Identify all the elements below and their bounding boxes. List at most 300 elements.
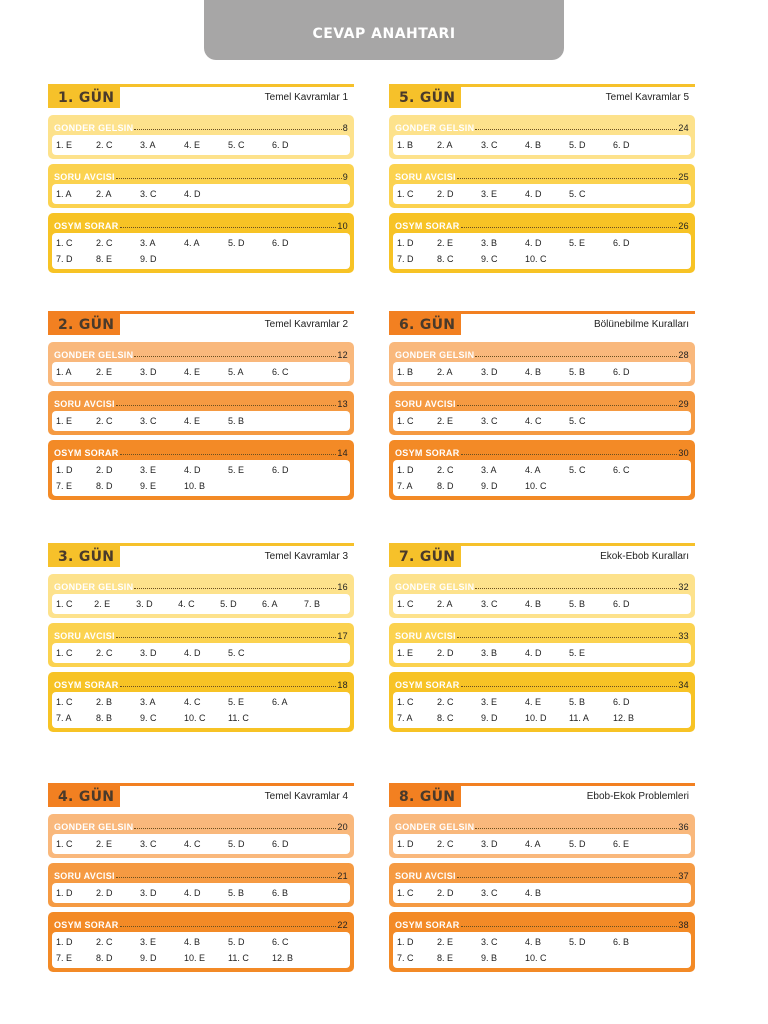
answer-item: 3. A: [140, 697, 156, 707]
answer-item: 8. B: [96, 713, 113, 723]
day-label: 2. GÜN: [48, 314, 120, 335]
leader-dots: [461, 227, 678, 228]
answer-item: 1. C: [56, 238, 73, 248]
answer-item: 2. A: [437, 140, 453, 150]
answers-box: [393, 135, 691, 155]
answers-box: [52, 834, 350, 854]
day-label: 8. GÜN: [389, 786, 461, 807]
answer-item: 4. E: [525, 697, 542, 707]
answer-item: 3. C: [140, 416, 157, 426]
answer-item: 6. D: [613, 599, 630, 609]
answer-section: [48, 115, 354, 159]
leader-dots: [120, 926, 337, 927]
leader-dots: [461, 686, 678, 687]
leader-dots: [134, 129, 341, 130]
answer-row: [56, 934, 346, 950]
section-title: [393, 866, 691, 881]
leader-dots: [475, 356, 677, 357]
answer-item: 2. D: [437, 888, 454, 898]
section-title: [52, 817, 350, 832]
leader-dots: [134, 588, 336, 589]
answer-item: 4. A: [525, 839, 541, 849]
answer-item: 4. D: [184, 888, 201, 898]
day-header: [389, 84, 695, 110]
answer-row: [397, 364, 687, 380]
answers-box: [52, 932, 350, 968]
answers-box: [393, 362, 691, 382]
answer-item: 7. D: [397, 254, 414, 264]
page-number: 16: [337, 582, 348, 592]
section-title: [52, 866, 350, 881]
answer-row: [397, 413, 687, 429]
answer-item: 2. E: [94, 599, 111, 609]
answer-item: 2. C: [437, 839, 454, 849]
answer-item: 2. A: [96, 189, 112, 199]
answer-item: 1. C: [56, 697, 73, 707]
answer-item: 2. C: [96, 648, 113, 658]
section-title: [393, 577, 691, 592]
day-card: [389, 543, 695, 732]
answer-item: 2. E: [96, 839, 113, 849]
answer-section: [389, 912, 695, 972]
page-number: 18: [337, 680, 348, 690]
section-title: [393, 118, 691, 133]
section-name: OSYM SORAR: [395, 680, 460, 690]
answer-item: 8. D: [437, 481, 454, 491]
answer-item: 4. D: [525, 648, 542, 658]
answer-item: 5. D: [228, 839, 245, 849]
answer-section: [389, 213, 695, 273]
leader-dots: [116, 637, 337, 638]
answer-item: 9. E: [140, 481, 157, 491]
answer-row: [56, 710, 346, 726]
leader-dots: [116, 405, 337, 406]
answers-box: [393, 834, 691, 854]
answer-item: 7. A: [397, 713, 413, 723]
answer-item: 4. E: [184, 416, 201, 426]
page-number: 37: [678, 871, 689, 881]
answer-row: [56, 885, 346, 901]
page-title: CEVAP ANAHTARI: [312, 26, 456, 42]
leader-dots: [475, 588, 677, 589]
section-name: OSYM SORAR: [54, 920, 119, 930]
answer-row: [56, 137, 346, 153]
answer-row: [56, 186, 346, 202]
answer-item: 3. C: [140, 189, 157, 199]
answer-item: 5. B: [569, 599, 586, 609]
answer-item: 5. B: [569, 697, 586, 707]
answer-item: 3. A: [481, 465, 497, 475]
answer-item: 5. B: [228, 888, 245, 898]
answer-item: 9. D: [481, 713, 498, 723]
section-name: OSYM SORAR: [395, 920, 460, 930]
answer-item: 4. D: [525, 238, 542, 248]
answer-item: 6. B: [613, 937, 630, 947]
answer-item: 2. C: [96, 140, 113, 150]
day-header: [389, 543, 695, 569]
answer-item: 5. C: [228, 140, 245, 150]
answer-item: 4. B: [525, 599, 542, 609]
answer-item: 4. C: [184, 839, 201, 849]
section-name: SORU AVCISI: [395, 871, 456, 881]
answer-item: 6. D: [613, 238, 630, 248]
day-card: [389, 783, 695, 972]
answer-item: 3. D: [481, 367, 498, 377]
answer-section: [48, 342, 354, 386]
page-number: 21: [337, 871, 348, 881]
answer-item: 1. D: [56, 465, 73, 475]
answer-item: 9. D: [140, 953, 157, 963]
answer-item: 12. B: [613, 713, 635, 723]
answer-item: 1. E: [56, 416, 73, 426]
leader-dots: [457, 178, 678, 179]
section-name: OSYM SORAR: [54, 680, 119, 690]
answer-row: [397, 462, 687, 478]
page-number: 13: [337, 399, 348, 409]
day-card: [48, 543, 354, 732]
answer-item: 1. B: [397, 140, 414, 150]
answer-item: 2. C: [437, 697, 454, 707]
section-title: [393, 167, 691, 182]
answer-item: 9. D: [140, 254, 157, 264]
day-header: [48, 311, 354, 337]
answer-row: [56, 596, 346, 612]
answer-item: 6. B: [272, 888, 289, 898]
answer-item: 2. D: [96, 465, 113, 475]
page-number: 29: [678, 399, 689, 409]
answer-row: [397, 186, 687, 202]
answer-item: 1. D: [397, 238, 414, 248]
answer-row: [397, 694, 687, 710]
page-number: 22: [337, 920, 348, 930]
section-name: OSYM SORAR: [54, 221, 119, 231]
page-number: 12: [337, 350, 348, 360]
answers-box: [52, 643, 350, 663]
answer-item: 3. C: [481, 937, 498, 947]
leader-dots: [120, 454, 337, 455]
day-card: [48, 783, 354, 972]
day-card: [389, 84, 695, 273]
section-title: [52, 675, 350, 690]
answers-box: [52, 411, 350, 431]
answer-item: 3. E: [481, 697, 498, 707]
section-name: SORU AVCISI: [395, 172, 456, 182]
answer-item: 2. B: [96, 697, 113, 707]
answer-item: 6. D: [272, 839, 289, 849]
answer-section: [48, 863, 354, 907]
answer-item: 4. E: [184, 140, 201, 150]
answers-box: [393, 932, 691, 968]
answer-section: [48, 672, 354, 732]
section-title: [52, 345, 350, 360]
answer-item: 5. E: [228, 697, 245, 707]
leader-dots: [134, 828, 336, 829]
day-topic: Ekok-Ebob Kuralları: [600, 551, 689, 562]
page-number: 36: [678, 822, 689, 832]
day-label: 4. GÜN: [48, 786, 120, 807]
section-name: GONDER GELSIN: [54, 582, 134, 592]
answers-box: [393, 594, 691, 614]
section-name: SORU AVCISI: [395, 631, 456, 641]
answer-item: 12. B: [272, 953, 294, 963]
day-header: [48, 783, 354, 809]
answer-item: 2. E: [437, 416, 454, 426]
answer-item: 1. C: [56, 599, 73, 609]
day-label: 5. GÜN: [389, 87, 461, 108]
answer-row: [56, 413, 346, 429]
answer-item: 4. B: [525, 140, 542, 150]
answer-item: 10. C: [525, 254, 547, 264]
page-number: 26: [678, 221, 689, 231]
answer-item: 3. C: [140, 839, 157, 849]
answer-item: 11. C: [228, 713, 249, 723]
answer-section: [389, 623, 695, 667]
answers-box: [52, 362, 350, 382]
day-label: 3. GÜN: [48, 546, 120, 567]
section-name: GONDER GELSIN: [395, 582, 475, 592]
answer-item: 5. A: [228, 367, 244, 377]
page-number: 25: [678, 172, 689, 182]
answer-item: 10. E: [184, 953, 206, 963]
answers-box: [393, 184, 691, 204]
answer-item: 2. A: [437, 367, 453, 377]
section-title: [393, 675, 691, 690]
answers-box: [393, 692, 691, 728]
answer-item: 2. C: [96, 416, 113, 426]
answer-item: 1. C: [397, 599, 414, 609]
answer-row: [56, 478, 346, 494]
answer-item: 3. A: [140, 238, 156, 248]
day-topic: Temel Kavramlar 4: [264, 791, 348, 802]
answers-box: [52, 135, 350, 155]
answer-item: 3. D: [481, 839, 498, 849]
answer-row: [397, 710, 687, 726]
answer-item: 5. C: [569, 416, 586, 426]
answer-item: 9. D: [481, 481, 498, 491]
answer-item: 8. C: [437, 254, 454, 264]
answer-item: 4. B: [525, 367, 542, 377]
day-label: 6. GÜN: [389, 314, 461, 335]
answer-item: 5. D: [228, 937, 245, 947]
page-number: 10: [337, 221, 348, 231]
section-title: [393, 345, 691, 360]
answer-item: 2. D: [437, 189, 454, 199]
answer-item: 6. D: [613, 140, 630, 150]
answer-item: 2. E: [437, 937, 454, 947]
section-name: SORU AVCISI: [54, 871, 115, 881]
section-name: GONDER GELSIN: [395, 123, 475, 133]
answer-item: 6. D: [613, 697, 630, 707]
section-title: [393, 443, 691, 458]
answers-box: [52, 692, 350, 728]
answer-item: 1. C: [397, 888, 414, 898]
answer-item: 7. A: [397, 481, 413, 491]
answer-section: [389, 814, 695, 858]
answer-item: 11. C: [228, 953, 249, 963]
answer-section: [389, 863, 695, 907]
page-number: 17: [337, 631, 348, 641]
section-title: [52, 443, 350, 458]
page-number: 14: [337, 448, 348, 458]
answer-item: 1. C: [397, 189, 414, 199]
answer-item: 3. B: [481, 648, 498, 658]
answer-item: 6. C: [272, 367, 289, 377]
day-topic: Temel Kavramlar 5: [605, 92, 689, 103]
leader-dots: [120, 227, 337, 228]
leader-dots: [116, 178, 342, 179]
answer-item: 2. C: [437, 465, 454, 475]
page-number: 30: [678, 448, 689, 458]
leader-dots: [461, 926, 678, 927]
answer-item: 5. D: [220, 599, 237, 609]
answer-item: 6. C: [272, 937, 289, 947]
answer-item: 4. C: [525, 416, 542, 426]
answer-item: 6. A: [272, 697, 288, 707]
answer-row: [397, 885, 687, 901]
section-name: GONDER GELSIN: [54, 123, 134, 133]
answer-item: 5. E: [569, 238, 586, 248]
answers-box: [393, 411, 691, 431]
page-number: 34: [678, 680, 689, 690]
leader-dots: [475, 129, 677, 130]
answer-section: [389, 342, 695, 386]
answer-section: [389, 164, 695, 208]
answers-box: [393, 883, 691, 903]
answer-item: 4. B: [525, 937, 542, 947]
answer-item: 6. D: [272, 465, 289, 475]
answer-item: 1. C: [397, 697, 414, 707]
answer-item: 4. D: [184, 189, 201, 199]
answer-item: 6. D: [272, 238, 289, 248]
answers-box: [52, 233, 350, 269]
answer-row: [56, 462, 346, 478]
answer-item: 3. C: [481, 599, 498, 609]
answer-item: 2. E: [96, 367, 113, 377]
page-number: 28: [678, 350, 689, 360]
answer-item: 4. B: [184, 937, 201, 947]
answer-item: 2. E: [437, 238, 454, 248]
day-header: [389, 783, 695, 809]
answer-item: 5. D: [228, 238, 245, 248]
answer-item: 1. D: [397, 839, 414, 849]
answer-item: 3. B: [481, 238, 498, 248]
section-title: [52, 167, 350, 182]
answer-item: 3. C: [481, 140, 498, 150]
answer-row: [397, 235, 687, 251]
answer-row: [397, 950, 687, 966]
answer-item: 4. C: [178, 599, 195, 609]
answer-item: 10. C: [184, 713, 206, 723]
section-title: [52, 118, 350, 133]
day-topic: Ebob-Ekok Problemleri: [586, 791, 689, 802]
day-label: 7. GÜN: [389, 546, 461, 567]
answer-item: 4. A: [525, 465, 541, 475]
page-number: 33: [678, 631, 689, 641]
answer-item: 5. D: [569, 839, 586, 849]
page-number: 32: [678, 582, 689, 592]
section-title: [52, 394, 350, 409]
leader-dots: [475, 828, 677, 829]
answer-item: 2. D: [437, 648, 454, 658]
answers-box: [52, 460, 350, 496]
answer-item: 4. D: [184, 648, 201, 658]
day-card: [48, 311, 354, 500]
answer-item: 1. B: [397, 367, 414, 377]
answer-item: 3. D: [136, 599, 153, 609]
answer-section: [389, 391, 695, 435]
answer-item: 1. D: [56, 888, 73, 898]
answer-item: 8. E: [96, 254, 113, 264]
answer-item: 1. A: [56, 189, 72, 199]
answers-box: [393, 460, 691, 496]
answer-item: 7. D: [56, 254, 73, 264]
answers-box: [393, 233, 691, 269]
answer-item: 5. D: [569, 937, 586, 947]
answer-item: 6. A: [262, 599, 278, 609]
answer-item: 4. E: [184, 367, 201, 377]
answer-row: [56, 645, 346, 661]
answer-row: [397, 478, 687, 494]
section-title: [393, 915, 691, 930]
section-name: GONDER GELSIN: [395, 350, 475, 360]
section-title: [52, 216, 350, 231]
answer-item: 4. D: [525, 189, 542, 199]
answer-item: 9. C: [481, 254, 498, 264]
answer-item: 1. D: [56, 937, 73, 947]
answer-item: 7. B: [304, 599, 321, 609]
answer-item: 5. E: [569, 648, 586, 658]
section-title: [393, 817, 691, 832]
answer-section: [48, 574, 354, 618]
page-number: 8: [342, 123, 348, 133]
answer-section: [48, 440, 354, 500]
section-name: GONDER GELSIN: [395, 822, 475, 832]
answer-item: 2. C: [96, 238, 113, 248]
section-name: SORU AVCISI: [54, 399, 115, 409]
answer-item: 5. C: [569, 189, 586, 199]
answer-item: 3. E: [140, 937, 157, 947]
section-name: GONDER GELSIN: [54, 822, 134, 832]
answer-item: 7. A: [56, 713, 72, 723]
day-header: [389, 311, 695, 337]
leader-dots: [457, 877, 678, 878]
section-name: SORU AVCISI: [54, 631, 115, 641]
header-tab: [204, 0, 564, 60]
answer-item: 10. C: [525, 481, 547, 491]
answer-item: 10. C: [525, 953, 547, 963]
answer-row: [56, 950, 346, 966]
leader-dots: [457, 637, 678, 638]
answer-section: [48, 391, 354, 435]
answers-box: [52, 883, 350, 903]
answers-box: [52, 594, 350, 614]
answer-item: 8. C: [437, 713, 454, 723]
day-topic: Temel Kavramlar 1: [264, 92, 348, 103]
leader-dots: [457, 405, 678, 406]
answer-section: [48, 213, 354, 273]
leader-dots: [116, 877, 337, 878]
page-number: 9: [342, 172, 348, 182]
answer-item: 6. D: [613, 367, 630, 377]
answer-item: 7. E: [56, 481, 73, 491]
answers-box: [393, 643, 691, 663]
answer-item: 3. D: [140, 367, 157, 377]
answer-item: 3. D: [140, 888, 157, 898]
answer-item: 6. E: [613, 839, 630, 849]
answer-item: 8. D: [96, 953, 113, 963]
section-name: GONDER GELSIN: [54, 350, 134, 360]
answer-item: 2. D: [96, 888, 113, 898]
